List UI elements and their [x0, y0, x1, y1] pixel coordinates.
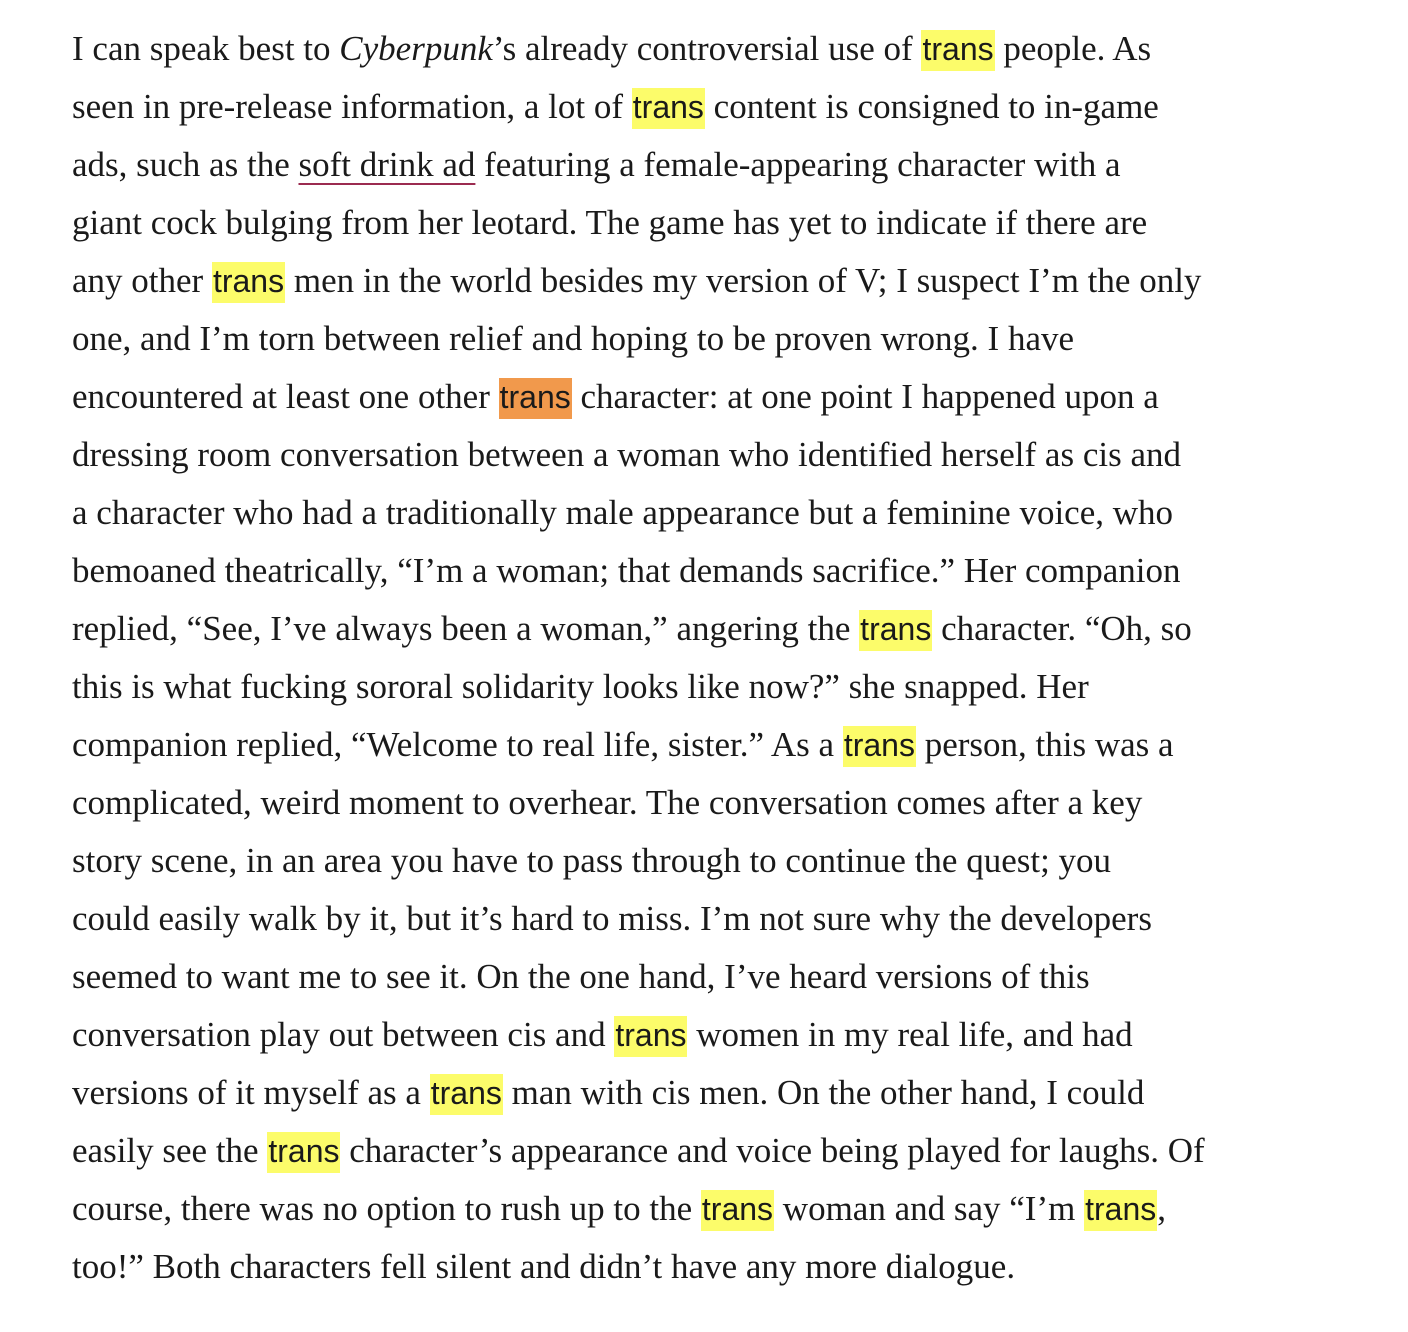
search-highlight: trans [614, 1016, 687, 1057]
text-run: content is consigned to in-game [704, 87, 1159, 126]
text-line [72, 252, 1344, 310]
text-line [72, 948, 1344, 1006]
text-run: women in my real life, and had [687, 1015, 1133, 1054]
text-run: a character who had a traditionally male appearance but a feminine voice, who [72, 493, 1174, 532]
text-run: easily see the [72, 1131, 268, 1170]
text-run: one, and I’m torn between relief and hoping to be proven wrong. I have [72, 319, 1075, 358]
text-run: could easily walk by it, but it’s hard to miss. I’m not sure why the developers [72, 899, 1152, 938]
text-line [72, 310, 1344, 368]
current-search-highlight: trans [499, 378, 572, 419]
soft-drink-ad-link[interactable]: soft drink ad [298, 145, 476, 184]
search-highlight: trans [1084, 1190, 1157, 1231]
article-paragraph [72, 20, 1344, 1296]
text-line [72, 1238, 1344, 1296]
text-run: character: at one point I happened upon a [571, 377, 1159, 416]
text-run: I can speak best to [72, 29, 340, 68]
text-run: featuring a female-appearing character with a [475, 145, 1121, 184]
text-run: giant cock bulging from her leotard. The game has yet to indicate if there are [72, 203, 1148, 242]
text-run: , [1157, 1189, 1166, 1228]
text-run: man with cis men. On the other hand, I could [502, 1073, 1145, 1112]
text-run: woman and say “I’m [774, 1189, 1085, 1228]
game-title: Cyberpunk [339, 29, 493, 68]
search-highlight: trans [632, 88, 705, 129]
search-highlight: trans [212, 262, 285, 303]
text-line [72, 20, 1344, 78]
text-run: dressing room conversation between a woman who identified herself as cis and [72, 435, 1181, 474]
text-line [72, 1180, 1344, 1238]
text-run: complicated, weird moment to overhear. The conversation comes after a key [72, 783, 1143, 822]
text-line [72, 890, 1344, 948]
text-line [72, 658, 1344, 716]
text-line [72, 1064, 1344, 1122]
text-line [72, 368, 1344, 426]
text-line [72, 426, 1344, 484]
search-highlight: trans [859, 610, 932, 651]
text-run: character’s appearance and voice being played for laughs. Of [340, 1131, 1205, 1170]
text-line [72, 600, 1344, 658]
text-line [72, 78, 1344, 136]
text-line [72, 136, 1344, 194]
search-highlight: trans [430, 1074, 503, 1115]
text-run: seen in pre-release information, a lot of [72, 87, 632, 126]
text-run: encountered at least one other [72, 377, 499, 416]
text-run: versions of it myself as a [72, 1073, 430, 1112]
text-run: ads, such as the [72, 145, 299, 184]
text-run: story scene, in an area you have to pass through to continue the quest; you [72, 841, 1112, 880]
text-line [72, 1006, 1344, 1064]
text-line [72, 194, 1344, 252]
text-run: course, there was no option to rush up to the [72, 1189, 701, 1228]
search-highlight: trans [843, 726, 916, 767]
text-line [72, 774, 1344, 832]
text-run: seemed to want me to see it. On the one hand, I’ve heard versions of this [72, 957, 1090, 996]
text-line [72, 542, 1344, 600]
text-run: character. “Oh, so [932, 609, 1192, 648]
text-run: bemoaned theatrically, “I’m a woman; that demands sacrifice.” Her companion [72, 551, 1181, 590]
text-line [72, 832, 1344, 890]
text-run: replied, “See, I’ve always been a woman,” angering the [72, 609, 860, 648]
text-line [72, 1122, 1344, 1180]
text-run: any other [72, 261, 212, 300]
text-run: men in the world besides my version of V; I suspect I’m the only [285, 261, 1202, 300]
text-run: companion replied, “Welcome to real life, sister.” As a [72, 725, 843, 764]
text-run: this is what fucking sororal solidarity looks like now?” she snapped. Her [72, 667, 1089, 706]
search-highlight: trans [701, 1190, 774, 1231]
text-run: people. As [994, 29, 1152, 68]
text-run: too!” Both characters fell silent and didn’t have any more dialogue. [72, 1247, 1016, 1286]
search-highlight: trans [921, 30, 994, 71]
text-run: person, this was a [915, 725, 1174, 764]
search-highlight: trans [267, 1132, 340, 1173]
text-run: ’s already controversial use of [492, 29, 922, 68]
text-run: conversation play out between cis and [72, 1015, 615, 1054]
text-line [72, 716, 1344, 774]
text-line [72, 484, 1344, 542]
